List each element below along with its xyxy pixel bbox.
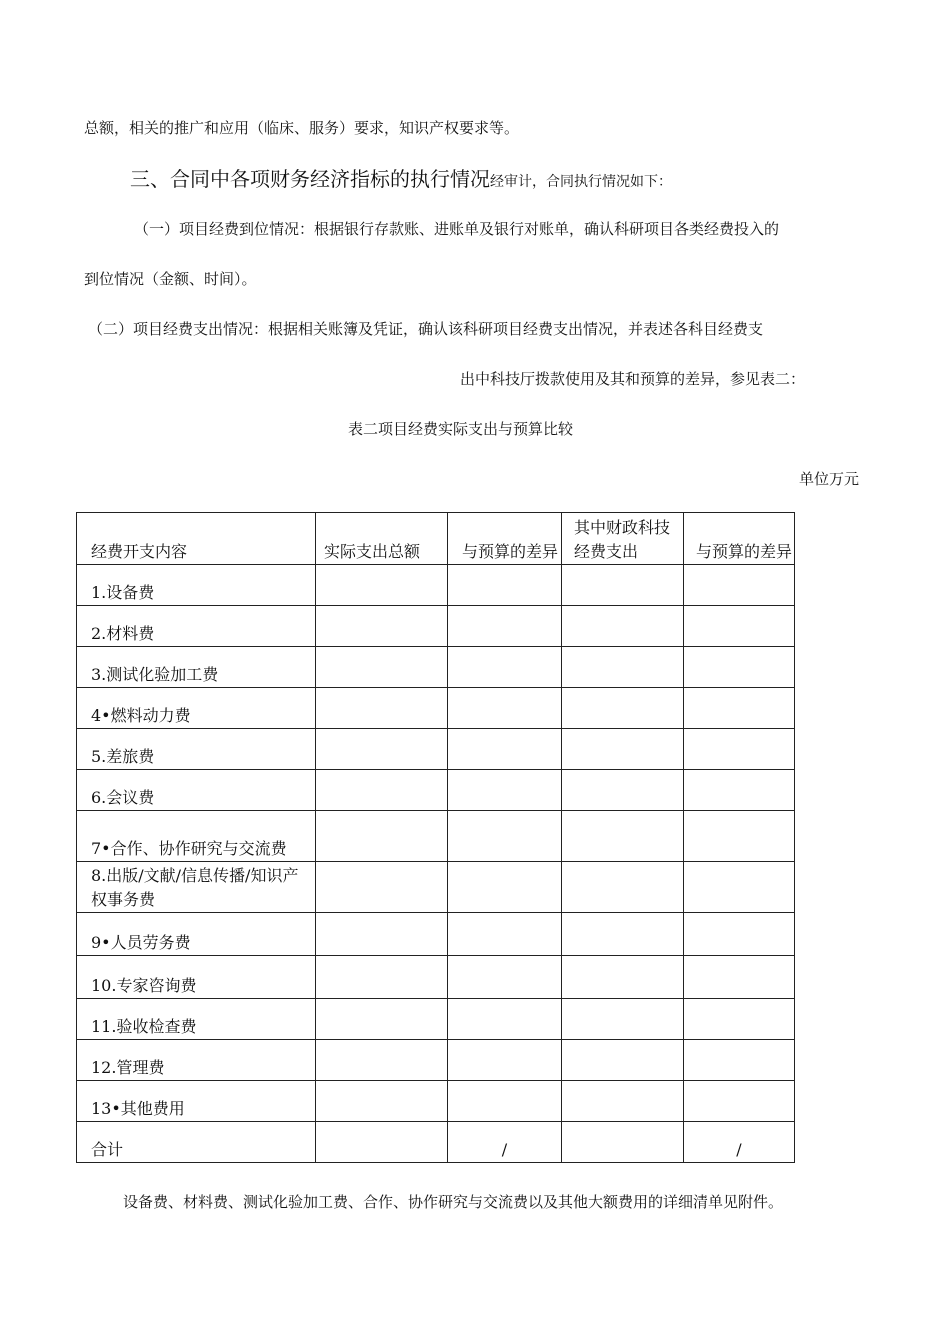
table-row [77,913,795,956]
budget-comparison-table [76,512,795,1163]
total-diff-slash: / [448,1122,562,1163]
unit-label: 单位万元 [799,470,860,488]
table-title: 表二项目经费实际支出与预算比较 [348,420,574,438]
section-3-suffix: 经审计，合同执行情况如下： [490,174,672,190]
header-diff-budget-2: 与预算的差异 [684,513,795,565]
para-1-line-1: （一）项目经费到位情况：根据银行存款账、进账单及银行对账单，确认科研项目各类经费投入的 [134,220,780,238]
total-diff-slash-2: / [684,1122,795,1163]
total-label: 合计 [77,1122,316,1163]
table-row [77,647,795,688]
table-total-row [77,1122,795,1163]
row-item: 12.管理费 [77,1040,316,1081]
para-2-line-1: （二）项目经费支出情况：根据相关账簿及凭证，确认该科研项目经费支出情况，并表述各科目经费支 [88,320,764,338]
table-row [77,688,795,729]
para-2-line-2: 出中科技厅拨款使用及其和预算的差异，参见表二： [460,370,806,388]
row-item: 3.测试化验加工费 [77,647,316,688]
row-item: 4•燃料动力费 [77,688,316,729]
table-row [77,1081,795,1122]
table-row [77,999,795,1040]
table-row [77,862,795,913]
header-item: 经费开支内容 [77,513,316,565]
table-row [77,811,795,862]
row-item: 8.出版/文献/信息传播/知识产权事务费 [77,862,316,913]
section-3-heading [130,166,672,192]
row-item: 7•合作、协作研究与交流费 [77,811,316,862]
header-actual-total: 实际支出总额 [316,513,448,565]
row-item: 2.材料费 [77,606,316,647]
row-item: 11.验收检查费 [77,999,316,1040]
row-item: 1.设备费 [77,565,316,606]
table-header-row [77,513,795,565]
continuation-text: 总额，相关的推广和应用（临床、服务）要求，知识产权要求等。 [84,119,520,137]
table-row [77,1040,795,1081]
row-item: 13•其他费用 [77,1081,316,1122]
table-row [77,770,795,811]
row-item: 10.专家咨询费 [77,956,316,999]
row-item: 5.差旅费 [77,729,316,770]
table-row [77,606,795,647]
para-1-line-2: 到位情况（金额、时间）。 [84,270,257,288]
footnote: 设备费、材料费、测试化验加工费、合作、协作研究与交流费以及其他大额费用的详细清单见附件。 [123,1193,784,1211]
row-item: 9•人员劳务费 [77,913,316,956]
table-row [77,956,795,999]
table-row [77,729,795,770]
header-fiscal-spend: 其中财政科技经费支出 [562,513,684,565]
section-3-title: 三、合同中各项财务经济指标的执行情况 [130,167,490,191]
row-item: 6.会议费 [77,770,316,811]
table-row [77,565,795,606]
header-diff-budget: 与预算的差异 [448,513,562,565]
